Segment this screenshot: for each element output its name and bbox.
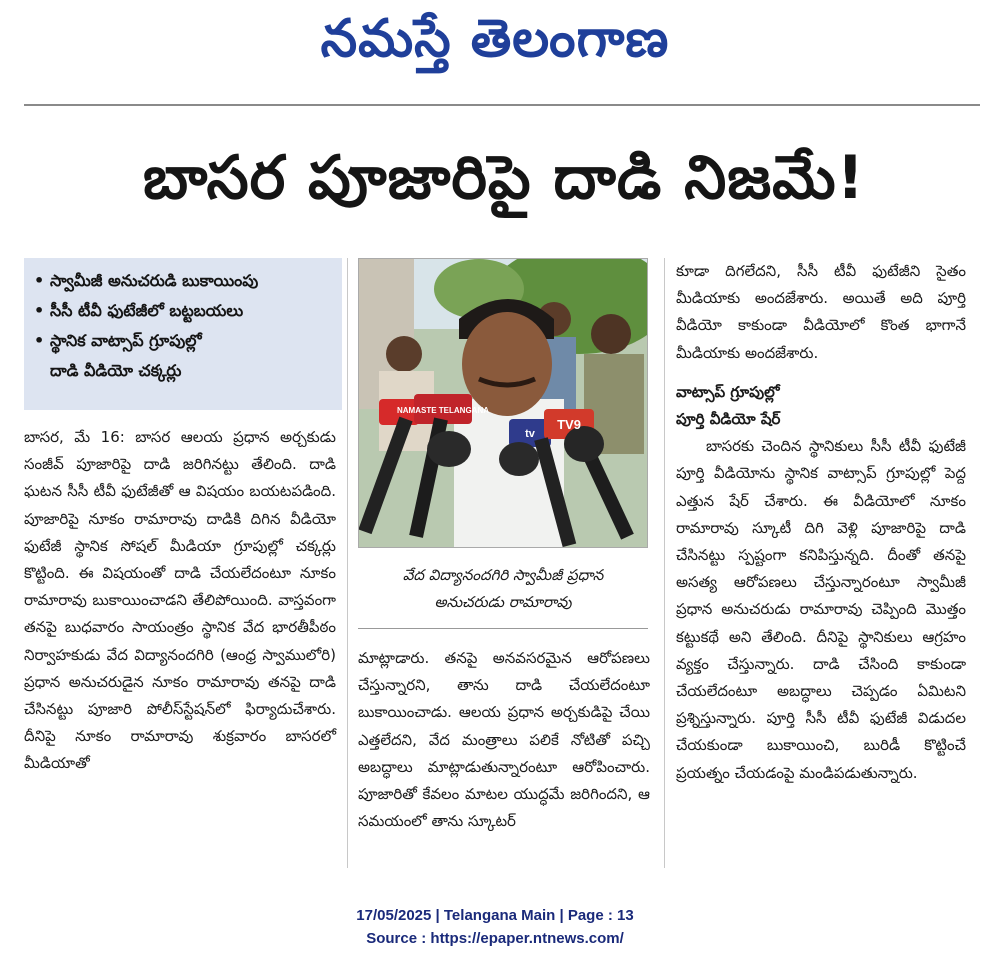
column-divider [664,258,665,868]
paragraph: మాట్లాడారు. తనపై అనవసరమైన ఆరోపణలు చేస్తున్నారని, తాను దాడి చేయలేదంటూ బుకాయించాడు. ఆలయ ప్రధాన అర్చకుడిపై చేయి ఎత్తలేదని, వేద మంత్రాలు పలికే నోటితో పచ్చి అబద్ధాలు మాట్లాడుతున్నారంటూ ఆరోపించారు. పూజారితో కేవలం మాటల యుద్ధమే జరిగిందని, ఆ సమయంలో తాను స్కూటర్ [358,649,650,831]
caption-divider [358,628,648,629]
masthead-divider [24,104,980,106]
footer-date-page: 17/05/2025 | Telangana Main | Page : 13 [356,907,634,924]
article-column-3 [676,258,966,787]
mic-label: NAMASTE TELANGANA [397,406,489,415]
article-column-1 [24,424,336,778]
article-column-2 [358,645,650,835]
mic-label: tv [525,428,535,440]
paragraph: బాసర, మే 16: బాసర ఆలయ ప్రధాన అర్చకుడు సంజీవ్ పూజారిపై దాడి జరిగినట్టు తేలింది. దాడి ఘటన సీసీ టీవీ ఫుటేజీతో ఆ విషయం బయటపడింది. పూజారిపై నూకం రామారావు దాడికి దిగిన వీడియో ఫుటేజీ స్థానిక సోషల్ మీడియా గ్రూపుల్లో చక్కర్లు కొట్టింది. ఈ విషయంతో దాడి చేయలేదంటూ నూకం రామారావు బుకాయించాడని తేలిపోయింది. వాస్తవంగా తనపై బుధవారం సాయంత్రం స్థానిక వేద భారతీపీఠం నిర్వాహకుడు వేద విద్యానందగిరి (ఆంధ్ర స్వాములోరి) ప్రధాన అనుచరుడైన నూకం రామారావు తనపై దాడి చేసినట్టు పూజారి పోలీస్‌స్టేషన్‌లో ఫిర్యాదుచేశారు. దీనిపై నూకం రామారావు శుక్రవారం బాసరలో మీడియాతో [24,428,336,773]
highlight-item: • సీసీ టీవీ ఫుటేజీలో బట్టబయలు [34,301,244,320]
highlight-item: • స్వామీజీ అనుచరుడి బుకాయింపు [34,271,259,290]
photo-caption: వేద విద్యానందగిరి స్వామీజీ ప్రధాన అనుచరుడు రామారావు [402,566,604,611]
paragraph: కూడా దిగలేదని, సీసీ టీవీ ఫుటేజీని సైతం మీడియాకు అందజేశారు. అయితే అది పూర్తి వీడియో కాకుండా వీడియోలో కొంత భాగానే మీడియాకు అందజేశారు. [676,262,966,362]
highlights-box [24,258,342,410]
footer-source: Source : https://epaper.ntnews.com/ [366,930,624,947]
column-divider [347,258,348,868]
headline: బాసర పూజారిపై దాడి నిజమే! [143,143,865,213]
news-photo [358,258,648,548]
highlight-item: • స్థానిక వాట్సాప్ గ్రూపుల్లో [34,331,202,350]
subheading: పూర్తి వీడియో షేర్ [676,410,781,429]
subheading: వాట్సాప్ గ్రూపుల్లో [676,382,780,401]
paragraph: బాసరకు చెందిన స్థానికులు సీసీ టీవీ ఫుటేజీ పూర్తి వీడియోను స్థానిక వాట్సాప్ గ్రూపుల్లో పెద్ద ఎత్తున షేర్ చేశారు. ఈ వీడియోలో నూకం రామారావు స్కూటీ దిగి వెళ్లి పూజారిపై దాడి చేసినట్టు స్పష్టంగా కనిపిస్తున్నది. దీంతో తనపై అసత్య ఆరోపణలు చేస్తున్నారంటూ స్వామీజీ ప్రధాన అనుచరుడు రామారావు చెప్పింది మొత్తం కట్టుకథే అని తేలింది. దీనిపై స్థానికులు ఆగ్రహం వ్యక్తం చేస్తున్నారు. దాడి చేసింది కాకుండా చేయలేదంటూ అబద్ధాలు చెప్పడం ఏమిటని ప్రశ్నిస్తున్నారు. పూర్తి సీసీ టీవీ ఫుటేజీ విడుదల చేయకుండా బుకాయించి, బురిడీ కొట్టించే ప్రయత్నం చేయడంపై మండిపడుతున్నారు. [676,437,966,782]
mic-label: TV9 [557,417,581,432]
highlight-item-continued: దాడి వీడియో చక్కర్లు [50,361,182,380]
masthead-logo: నమస్తే తెలంగాణ [320,8,670,69]
